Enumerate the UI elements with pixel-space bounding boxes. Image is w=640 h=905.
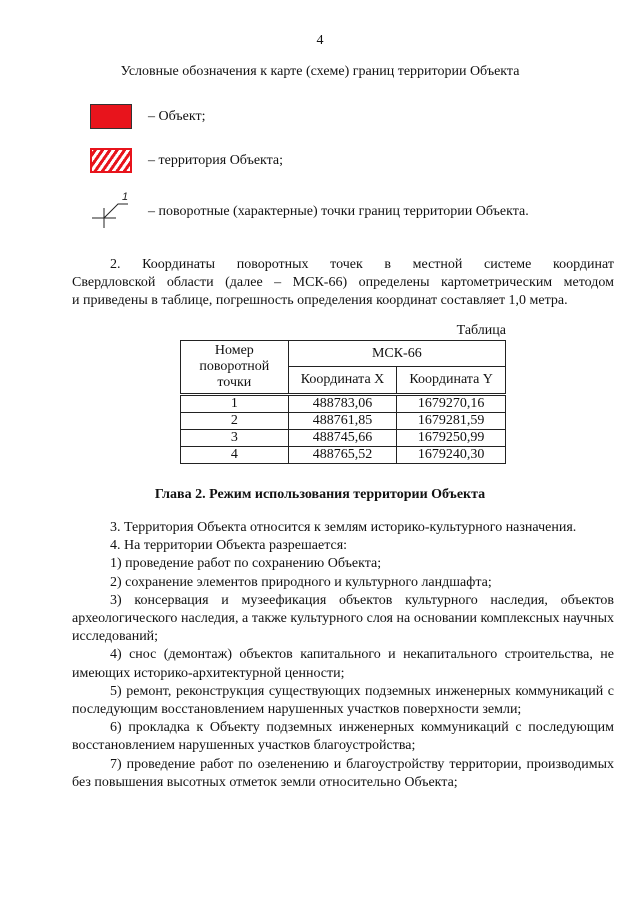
cell-y: 1679240,30 (397, 447, 506, 464)
list-item: 3) консервация и музеефикация объектов культурного наследия, объектов археологического наследия, а также культурного слоя на основании комплексных научных исследований; (72, 592, 614, 645)
turning-point-label: 1 (122, 191, 129, 203)
table-row (181, 447, 506, 464)
table-row (181, 413, 506, 430)
cell-x: 488761,85 (288, 413, 397, 430)
paragraph-2-line: 2. Координаты поворотных точек в местной системе координат (110, 257, 614, 272)
legend-turning-points-text: – поворотные (характерные) точки границ территории Объекта. (148, 204, 529, 219)
cell-y: 1679270,16 (397, 395, 506, 413)
paragraph-2-line: и приведены в таблице, погрешность определения координат составляет 1,0 метра. (72, 293, 568, 308)
cell-x: 488745,66 (288, 430, 397, 447)
list-item: 6) прокладка к Объекту подземных инженерных коммуникаций с последующим восстановлением нарушенных участков благоустройства; (72, 720, 614, 754)
header-msk66: МСК-66 (288, 341, 505, 367)
list-item: 1) проведение работ по сохранению Объекта; (110, 556, 382, 572)
list-item: 5) ремонт, реконструкция существующих подземных инженерных коммуникаций с последующим восстановлением нарушенных участков поверхности земли; (72, 683, 614, 718)
table-row (181, 430, 506, 447)
page-number: 4 (316, 33, 324, 48)
object-red-fill-icon (90, 104, 132, 129)
cell-y: 1679250,99 (397, 430, 506, 447)
legend-territory-text: – территория Объекта; (148, 153, 284, 168)
list-item: 3. Территория Объекта относится к землям историко-культурного назначения. (110, 520, 577, 535)
chapter-2-body (72, 519, 614, 792)
list-item: 4) снос (демонтаж) объектов капитального и некапитального строительства, не имеющих историко-архитектурной ценности; (72, 647, 614, 681)
cell-point: 1 (181, 395, 289, 413)
coordinates-table (180, 340, 506, 464)
header-point-number: Номер поворотной точки (181, 341, 289, 395)
legend-object-text: – Объект; (148, 109, 206, 124)
cell-point: 3 (181, 430, 289, 447)
turning-point-icon (88, 188, 140, 230)
paragraph-2-line: Свердловской области (далее – МСК-66) определены картометрическим методом (72, 275, 614, 290)
table-row (181, 395, 506, 413)
cell-point: 2 (181, 413, 289, 430)
header-coord-x: Координата X (288, 367, 397, 395)
cell-x: 488765,52 (288, 447, 397, 464)
chapter-2-title: Глава 2. Режим использования территории Объекта (154, 487, 486, 502)
territory-hatch-icon (90, 148, 132, 173)
cell-y: 1679281,59 (397, 413, 506, 430)
cell-x: 488783,06 (288, 395, 397, 413)
list-item: 4. На территории Объекта разрешается: (110, 538, 348, 554)
list-item: 2) сохранение элементов природного и культурного ландшафта; (110, 574, 492, 590)
header-coord-y: Координата Y (397, 367, 506, 395)
legend-title: Условные обозначения к карте (схеме) границ территории Объекта (120, 64, 520, 79)
list-item: 7) проведение работ по озеленению и благоустройству территории, производимых без повышения высотных отметок земли относительно Объекта; (72, 756, 614, 790)
paragraph-2 (72, 256, 614, 310)
table-caption: Таблица (456, 323, 506, 338)
cell-point: 4 (181, 447, 289, 464)
